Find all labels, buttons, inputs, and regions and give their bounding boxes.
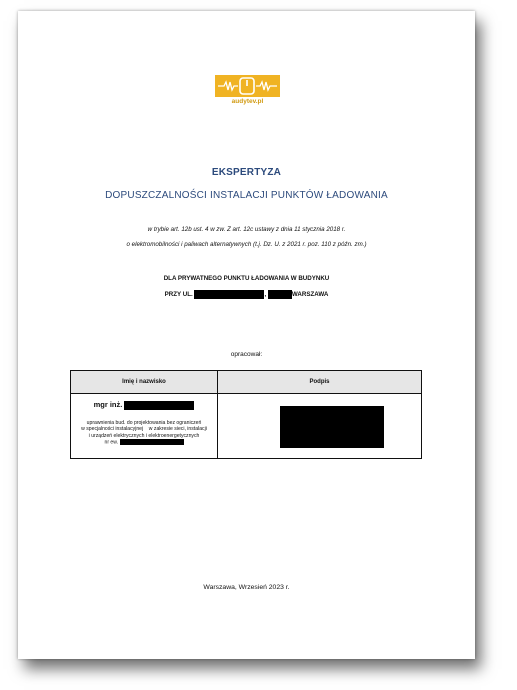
document-page <box>18 11 475 659</box>
redacted-author-name <box>124 401 194 410</box>
author-cell <box>71 394 218 459</box>
signature-cell <box>218 394 422 459</box>
redacted-registration <box>120 439 184 445</box>
document-subtitle: DOPUSZCZALNOŚCI INSTALACJI PUNKTÓW ŁADOWANIA <box>105 190 388 201</box>
legal-basis-line-1: w trybie art. 12b ust. 4 w zw. Z art. 12c ustawy z dnia 11 stycznia 2018 r. <box>147 226 346 233</box>
redacted-number <box>268 290 292 299</box>
document-title: EKSPERTYZA <box>211 167 282 178</box>
permission-line: i urządzeń elektrycznych i elektroenergetycznych <box>88 432 200 439</box>
registration-number <box>71 439 217 446</box>
charging-plug-icon <box>215 75 280 97</box>
redacted-signature <box>280 406 384 448</box>
logo-banner <box>215 75 280 97</box>
logo-text: audytev.pl <box>231 98 264 105</box>
author-name <box>71 400 217 410</box>
registration-prefix: nr ew. <box>104 439 119 446</box>
place-and-date: Warszawa, Wrzesień 2023 r. <box>203 584 290 591</box>
column-header-name: Imię i nazwisko <box>71 371 218 394</box>
redacted-street <box>194 290 267 299</box>
address-comma: , <box>264 291 267 299</box>
subject-line-1: DLA PRYWATNEGO PUNKTU ŁADOWANIA W BUDYNKU <box>163 275 330 282</box>
street-prefix: PRZY UL. <box>164 291 193 299</box>
permission-line: w specjalności instalacyjnej w zakresie sieci, instalacji <box>81 426 207 433</box>
legal-basis-line-2: o elektromobilności i paliwach alternatywnych (t.j. Dz. U. z 2021 r. poz. 110 z późn. zm.) <box>126 241 367 248</box>
city: WARSZAWA <box>291 291 329 299</box>
author-title: mgr inż. <box>93 400 123 409</box>
author-permissions <box>71 420 217 446</box>
permission-line: uprawnienia bud. do projektowania bez ograniczeń <box>86 420 202 426</box>
signature-table <box>70 370 422 459</box>
audytev-logo <box>215 75 280 115</box>
subject-line-2 <box>18 290 475 299</box>
prepared-by-label: opracował: <box>230 351 263 358</box>
column-header-signature: Podpis <box>218 371 422 394</box>
